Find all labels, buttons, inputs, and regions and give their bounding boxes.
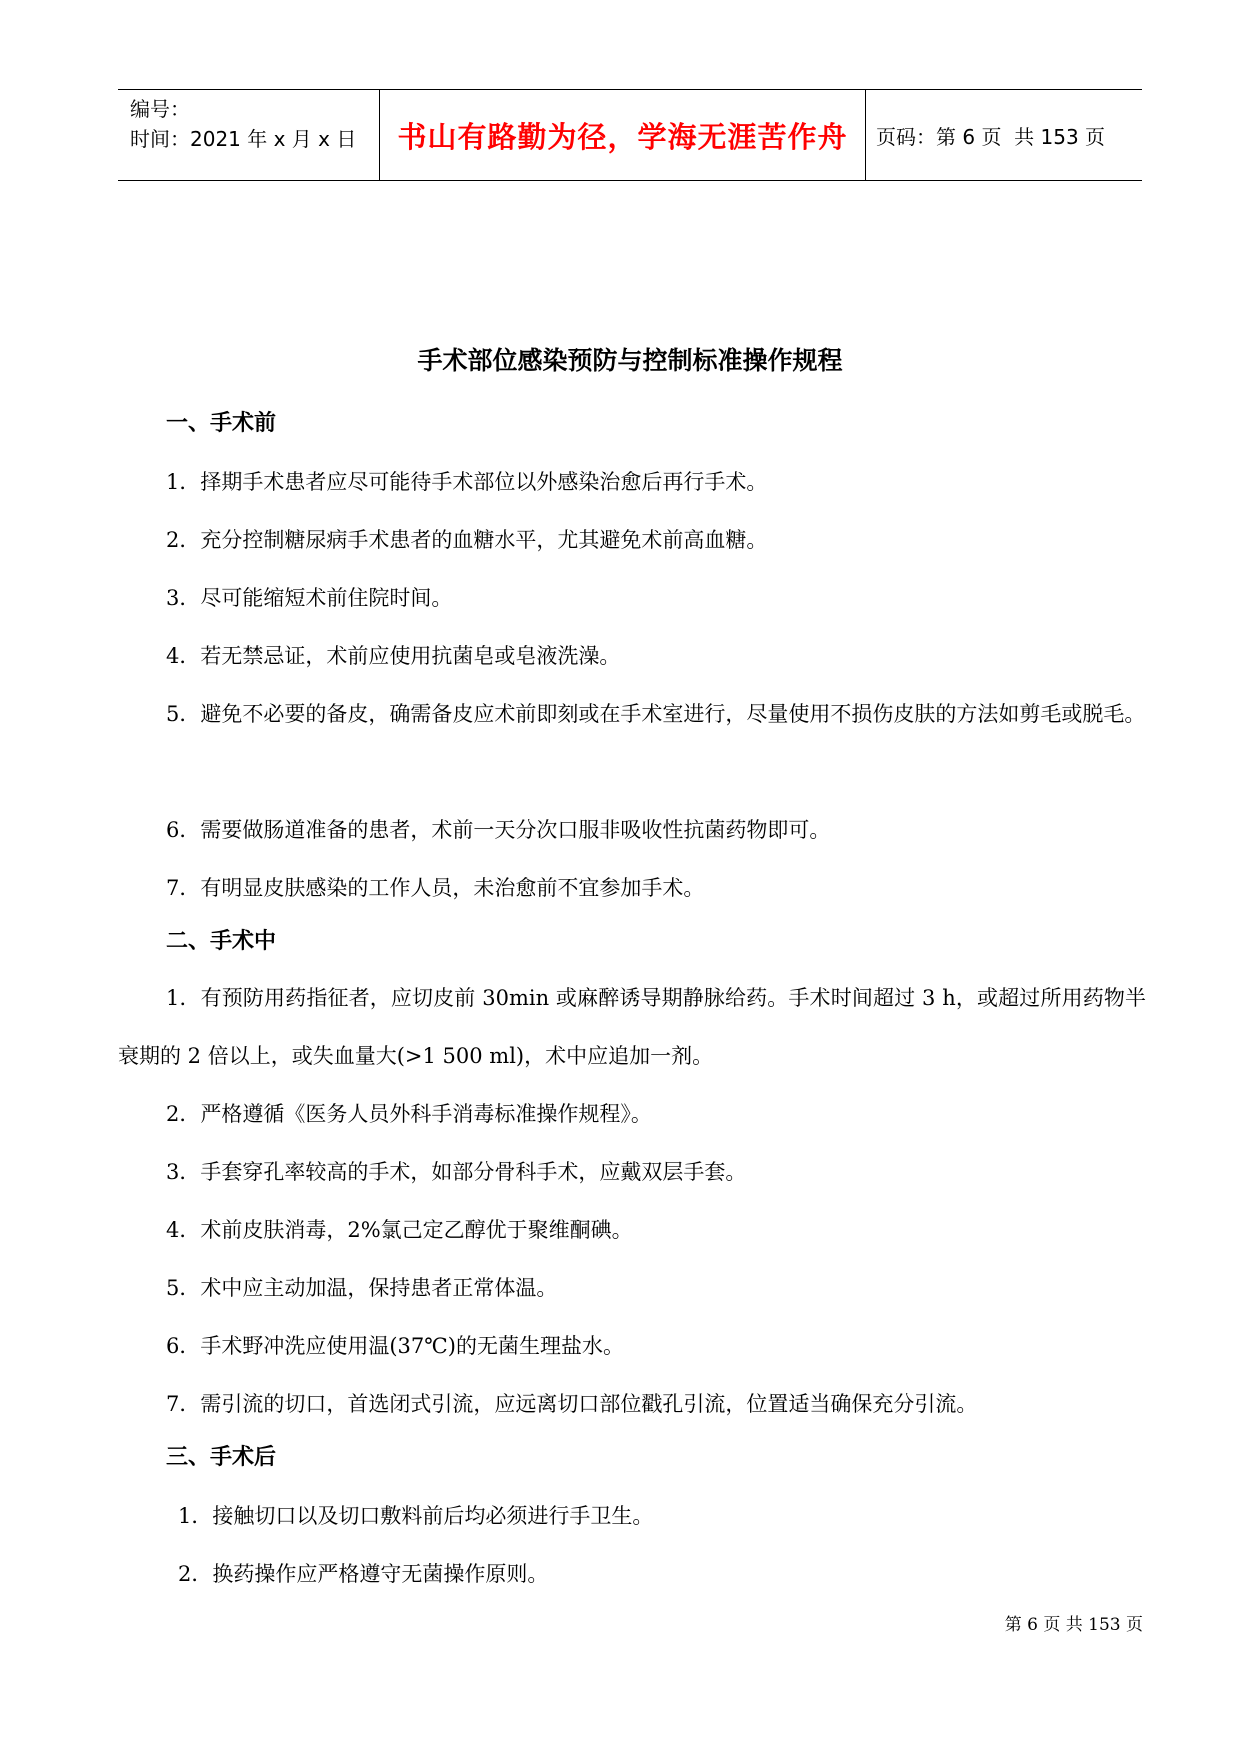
header-motto: 书山有路勤为径，学海无涯苦作舟 [380,90,866,180]
paragraph: 5．避免不必要的备皮，确需备皮应术前即刻或在手术室进行，尽量使用不损伤皮肤的方法如剪毛或脱毛。 [166,702,1146,726]
header-page-label: 页码：第 6 页 共 153 页 [876,124,1106,149]
section-heading-postop: 三、手术后 [166,1445,277,1470]
paragraph: 4．术前皮肤消毒，2%氯己定乙醇优于聚维酮碘。 [166,1218,633,1242]
paragraph: 6．手术野冲洗应使用温(37℃)的无菌生理盐水。 [166,1334,624,1358]
paragraph: 4．若无禁忌证，术前应使用抗菌皂或皂液洗澡。 [166,644,621,668]
page-footer: 第 6 页 共 153 页 [1004,1615,1143,1635]
header-meta [118,90,380,180]
paragraph: 5．术中应主动加温，保持患者正常体温。 [166,1276,558,1300]
page-header [118,89,1142,181]
document-title: 手术部位感染预防与控制标准操作规程 [417,346,843,375]
document-time-label: 时间：2021 年 x 月 x 日 [130,127,357,151]
section-heading-preop: 一、手术前 [166,411,277,436]
paragraph: 3．手套穿孔率较高的手术，如部分骨科手术，应戴双层手套。 [166,1160,747,1184]
paragraph: 2．严格遵循《医务人员外科手消毒标准操作规程》。 [166,1102,652,1126]
document-number-label: 编号： [130,97,190,121]
paragraph: 7．需引流的切口，首选闭式引流，应远离切口部位戳孔引流，位置适当确保充分引流。 [166,1392,978,1416]
paragraph: 7．有明显皮肤感染的工作人员，未治愈前不宜参加手术。 [166,876,705,900]
paragraph: 1．择期手术患者应尽可能待手术部位以外感染治愈后再行手术。 [166,470,768,494]
section-heading-intraop: 二、手术中 [166,929,277,954]
paragraph: 3．尽可能缩短术前住院时间。 [166,586,453,610]
paragraph: 2．换药操作应严格遵守无菌操作原则。 [178,1562,549,1586]
paragraph: 1．接触切口以及切口敷料前后均必须进行手卫生。 [178,1504,654,1528]
paragraph: 6．需要做肠道准备的患者，术前一天分次口服非吸收性抗菌药物即可。 [166,818,831,842]
paragraph: 2．充分控制糖尿病手术患者的血糖水平，尤其避免术前高血糖。 [166,528,768,552]
paragraph: 1．有预防用药指征者，应切皮前 30min 或麻醉诱导期静脉给药。手术时间超过 3 h，或超过所用药物半衰期的 2 倍以上，或失血量大(>1 500 ml)，术中应追加一剂。 [118,986,1146,1068]
